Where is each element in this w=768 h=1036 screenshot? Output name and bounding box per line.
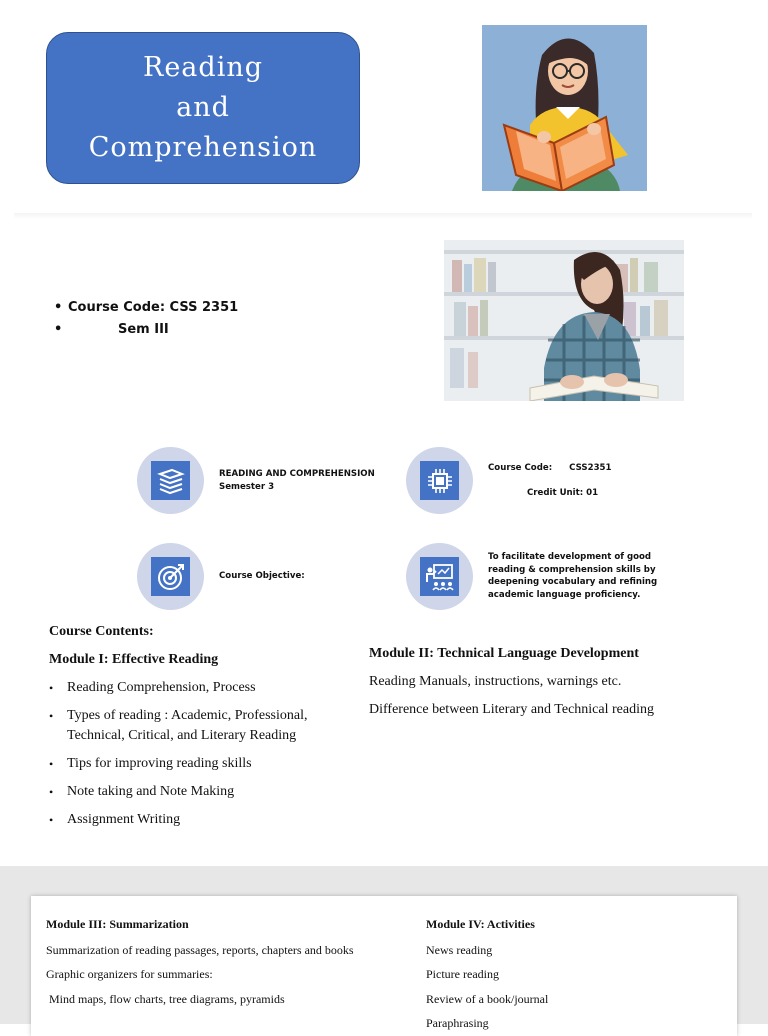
module4-line-2: Picture reading xyxy=(426,967,499,981)
bullet-label: Course Code: CSS 2351 xyxy=(68,300,239,315)
list-item: • Tips for improving reading skills xyxy=(49,754,339,774)
books-stack-icon xyxy=(151,461,190,500)
title-line-3: Comprehension xyxy=(88,132,318,163)
list-item: • Reading Comprehension, Process xyxy=(49,678,339,698)
girl-reading-illustration xyxy=(482,25,647,191)
slide-3 xyxy=(31,896,737,1036)
course-title: READING AND COMPREHENSION xyxy=(219,469,375,479)
module4-line-4: Paraphrasing xyxy=(426,1016,489,1030)
slide-divider xyxy=(14,213,752,219)
books-icon-circle xyxy=(137,447,204,514)
module2-line-2: Difference between Literary and Technical reading xyxy=(369,702,654,717)
processor-chip-icon xyxy=(420,461,459,500)
bullet-label: Sem III xyxy=(118,322,169,337)
module3-title: Module III: Summarization xyxy=(46,917,189,931)
course-title-text xyxy=(219,468,375,493)
module2-title: Module II: Technical Language Development xyxy=(369,646,639,661)
course-objective-text: To facilitate development of good reading & comprehension skills by deepening vocabulary and refining academic language proficiency. xyxy=(488,552,658,600)
title-box xyxy=(46,32,360,184)
module1-list xyxy=(49,678,339,838)
bullet-semester xyxy=(54,322,169,337)
bullet-dot: • xyxy=(54,300,63,315)
course-code-value: CSS2351 xyxy=(569,463,612,473)
module4-line-3: Review of a book/journal xyxy=(426,992,549,1006)
module3-line-3: Mind maps, flow charts, tree diagrams, pyramids xyxy=(46,992,285,1006)
target-icon xyxy=(151,557,190,596)
target-icon-circle xyxy=(137,543,204,610)
list-item: • Types of reading : Academic, Professional, Technical, Critical, and Literary Reading xyxy=(49,706,339,746)
list-item: • Note taking and Note Making xyxy=(49,782,339,802)
student-reading-photo xyxy=(444,240,684,401)
module2-line-1: Reading Manuals, instructions, warnings etc. xyxy=(369,674,622,689)
course-objective-label: Course Objective: xyxy=(219,571,305,581)
course-code-text xyxy=(488,462,612,475)
list-item: • Assignment Writing xyxy=(49,810,339,830)
course-contents-heading: Course Contents: xyxy=(49,624,154,639)
course-code-label: Course Code: xyxy=(488,463,553,473)
credit-unit-text: Credit Unit: 01 xyxy=(527,488,599,498)
teacher-icon-circle xyxy=(406,543,473,610)
chip-icon-circle xyxy=(406,447,473,514)
module1-title: Module I: Effective Reading xyxy=(49,652,219,667)
title-line-1: Reading xyxy=(143,52,263,83)
module4-title: Module IV: Activities xyxy=(426,917,535,931)
module3-line-1: Summarization of reading passages, reports, chapters and books xyxy=(46,943,354,957)
bullet-dot: • xyxy=(54,322,63,337)
bullet-course-code xyxy=(54,300,238,315)
title-line-2: and xyxy=(176,92,230,123)
teacher-presentation-icon xyxy=(420,557,459,596)
module3-line-2: Graphic organizers for summaries: xyxy=(46,967,213,981)
module4-line-1: News reading xyxy=(426,943,493,957)
semester-label: Semester 3 xyxy=(219,481,275,492)
